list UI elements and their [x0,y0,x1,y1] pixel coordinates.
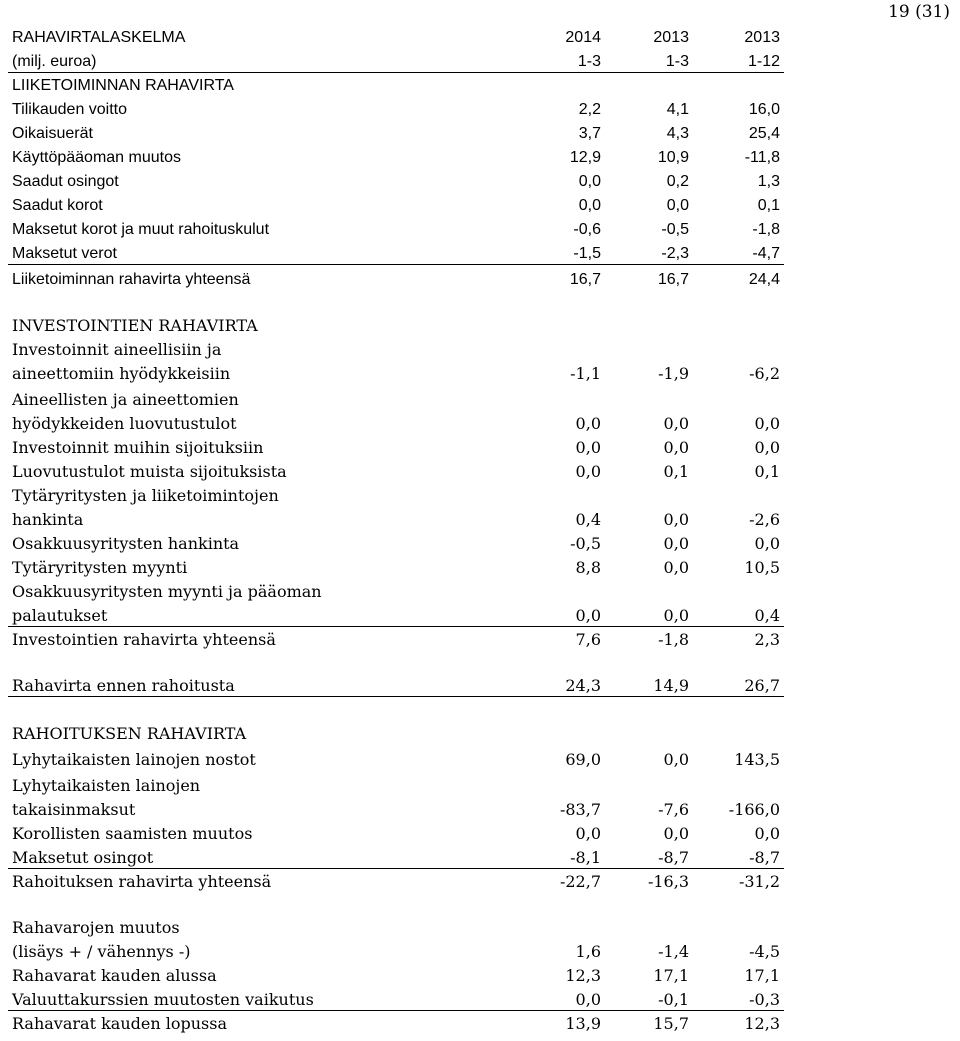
value-col-1: -8,1 [570,848,601,867]
value-col-3: 2,3 [754,630,780,649]
value-col-1: 13,9 [565,1014,601,1033]
table-row [8,918,784,938]
value-col-1: 0,0 [578,197,601,214]
table-row [8,824,784,844]
value-col-2: -1,4 [658,942,689,961]
table-row [8,848,784,869]
value-col-3: 16,0 [748,101,780,118]
table-row [8,630,784,650]
value-col-1: -22,7 [559,872,601,891]
table-row [8,124,784,144]
row-label: Rahavarat kauden lopussa [12,1014,227,1033]
value-col-3: 0,1 [757,197,780,214]
value-col-1: -83,7 [559,800,601,819]
value-col-2: -16,3 [647,872,689,891]
value-col-1: 16,7 [569,271,601,288]
value-col-1: 0,4 [575,510,601,529]
value-col-2: 16,7 [657,271,689,288]
row-label: palautukset [12,606,108,625]
value-col-1: -0,5 [570,534,601,553]
value-col-2: 4,1 [666,101,689,118]
value-col-1: 1-3 [577,53,601,70]
row-label: Tytäryritysten ja liiketoimintojen [12,486,279,505]
value-col-3: 24,4 [748,271,780,288]
value-col-3: -4,7 [752,245,780,262]
row-label: Rahavarat kauden alussa [12,966,217,985]
row-label: takaisinmaksut [12,800,136,819]
value-col-1: 12,3 [565,966,601,985]
value-col-1: 0,0 [575,414,601,433]
value-col-2: 0,0 [663,750,689,769]
value-col-3: 25,4 [748,125,780,142]
table-row [8,100,784,120]
value-col-2: 0,0 [663,534,689,553]
table-row [8,28,784,48]
row-label: INVESTOINTIEN RAHAVIRTA [12,316,258,335]
value-col-3: -8,7 [749,848,780,867]
value-col-3: 0,0 [754,414,780,433]
value-col-3: 17,1 [744,966,780,985]
value-col-3: 143,5 [734,750,780,769]
row-label: Tytäryritysten myynti [12,558,188,577]
table-row [8,676,784,697]
value-col-2: 0,0 [666,197,689,214]
value-col-3: -2,6 [749,510,780,529]
value-col-1: 2,2 [578,101,601,118]
row-label: Korollisten saamisten muutos [12,824,253,843]
table-row [8,582,784,602]
row-label: RAHOITUKSEN RAHAVIRTA [12,724,247,743]
row-label: Lyhytaikaisten lainojen nostot [12,750,256,769]
value-col-3: 0,0 [754,534,780,553]
table-row [8,486,784,506]
value-col-1: -1,5 [573,245,601,262]
value-col-3: 1,3 [757,173,780,190]
table-row [8,364,784,384]
table-row [8,534,784,554]
table-row [8,942,784,962]
value-col-1: -0,6 [573,221,601,238]
value-col-1: 12,9 [569,149,601,166]
row-label: Investointien rahavirta yhteensä [12,630,276,649]
value-col-2: 10,9 [657,149,689,166]
value-col-3: -31,2 [738,872,780,891]
table-row [8,172,784,192]
value-col-2: 0,0 [663,606,689,625]
table-row [8,872,784,892]
value-col-2: -1,8 [658,630,689,649]
value-col-2: 14,9 [653,676,689,695]
table-row [8,724,784,744]
table-row [8,776,784,796]
value-col-2: -8,7 [658,848,689,867]
row-label: Lyhytaikaisten lainojen [12,776,201,795]
row-label: LIIKETOIMINNAN RAHAVIRTA [12,77,234,94]
row-label: (lisäys + / vähennys -) [12,942,191,961]
value-col-1: 69,0 [565,750,601,769]
table-row [8,76,784,96]
row-label: Liiketoiminnan rahavirta yhteensä [12,271,251,288]
row-label: aineettomiin hyödykkeisiin [12,364,231,383]
value-col-2: 0,0 [663,824,689,843]
value-col-1: 0,0 [575,606,601,625]
value-col-2: 0,0 [663,558,689,577]
row-label: hankinta [12,510,84,529]
value-col-3: 0,1 [754,462,780,481]
value-col-1: 0,0 [578,173,601,190]
table-row [8,270,784,290]
table-row [8,196,784,216]
row-label: Luovutustulot muista sijoituksista [12,462,287,481]
value-col-2: 0,0 [663,510,689,529]
value-col-1: 1,6 [575,942,601,961]
table-row [8,390,784,410]
table-row [8,52,784,73]
value-col-3: 12,3 [744,1014,780,1033]
page-number: 19 (31) [888,2,950,22]
value-col-2: 0,0 [663,414,689,433]
value-col-1: -1,1 [570,364,601,383]
row-label: Aineellisten ja aineettomien [12,390,239,409]
value-col-2: 0,2 [666,173,689,190]
value-col-3: -6,2 [749,364,780,383]
value-col-2: 4,3 [666,125,689,142]
row-label: hyödykkeiden luovutustulot [12,414,237,433]
table-row [8,462,784,482]
value-col-3: -1,8 [752,221,780,238]
table-row [8,438,784,458]
row-label: Rahoituksen rahavirta yhteensä [12,872,272,891]
table-row [8,510,784,530]
value-col-1: 0,0 [575,438,601,457]
value-col-2: 0,0 [663,438,689,457]
value-col-1: 0,0 [575,462,601,481]
value-col-1: 0,0 [575,824,601,843]
value-col-3: 0,4 [754,606,780,625]
table-row [8,414,784,434]
table-row [8,750,784,770]
value-col-3: 0,0 [754,824,780,843]
table-row [8,800,784,820]
value-col-3: -166,0 [728,800,780,819]
row-label: Osakkuusyritysten hankinta [12,534,240,553]
table-row [8,244,784,265]
value-col-2: 2013 [653,29,689,46]
row-label: Rahavarojen muutos [12,918,180,937]
table-row [8,220,784,240]
value-col-2: -2,3 [661,245,689,262]
row-label: Osakkuusyritysten myynti ja pääoman [12,582,322,601]
value-col-3: 26,7 [744,676,780,695]
row-label: Investoinnit aineellisiin ja [12,340,222,359]
row-label: Maksetut verot [12,245,117,262]
table-row [8,990,784,1011]
row-label: Maksetut korot ja muut rahoituskulut [12,221,270,238]
table-row [8,1014,784,1034]
value-col-1: 3,7 [578,125,601,142]
table-row [8,316,784,336]
value-col-3: 2013 [744,29,780,46]
value-col-3: -4,5 [749,942,780,961]
value-col-1: 2014 [565,29,601,46]
row-label: Saadut korot [12,197,103,214]
value-col-2: 17,1 [653,966,689,985]
value-col-2: -1,9 [658,364,689,383]
table-row [8,606,784,627]
value-col-3: 0,0 [754,438,780,457]
row-label: Oikaisuerät [12,125,93,142]
value-col-3: 1-12 [747,53,780,70]
table-row [8,966,784,986]
value-col-2: 15,7 [653,1014,689,1033]
row-label: Rahavirta ennen rahoitusta [12,676,235,695]
row-label: RAHAVIRTALASKELMA [12,29,186,46]
value-col-3: -0,3 [749,990,780,1009]
value-col-1: 7,6 [575,630,601,649]
value-col-1: 24,3 [565,676,601,695]
value-col-3: 10,5 [744,558,780,577]
row-label: Investoinnit muihin sijoituksiin [12,438,264,457]
table-row [8,558,784,578]
row-label: Maksetut osingot [12,848,154,867]
value-col-1: 0,0 [575,990,601,1009]
row-label: (milj. euroa) [12,53,97,70]
value-col-3: -11,8 [744,149,780,166]
row-label: Käyttöpääoman muutos [12,149,181,166]
table-row [8,340,784,360]
value-col-2: -7,6 [658,800,689,819]
row-label: Tilikauden voitto [12,101,128,118]
value-col-2: -0,1 [658,990,689,1009]
row-label: Valuuttakurssien muutosten vaikutus [12,990,314,1009]
value-col-2: -0,5 [661,221,689,238]
value-col-1: 8,8 [575,558,601,577]
row-label: Saadut osingot [12,173,119,190]
table-row [8,148,784,168]
value-col-2: 1-3 [665,53,689,70]
value-col-2: 0,1 [663,462,689,481]
